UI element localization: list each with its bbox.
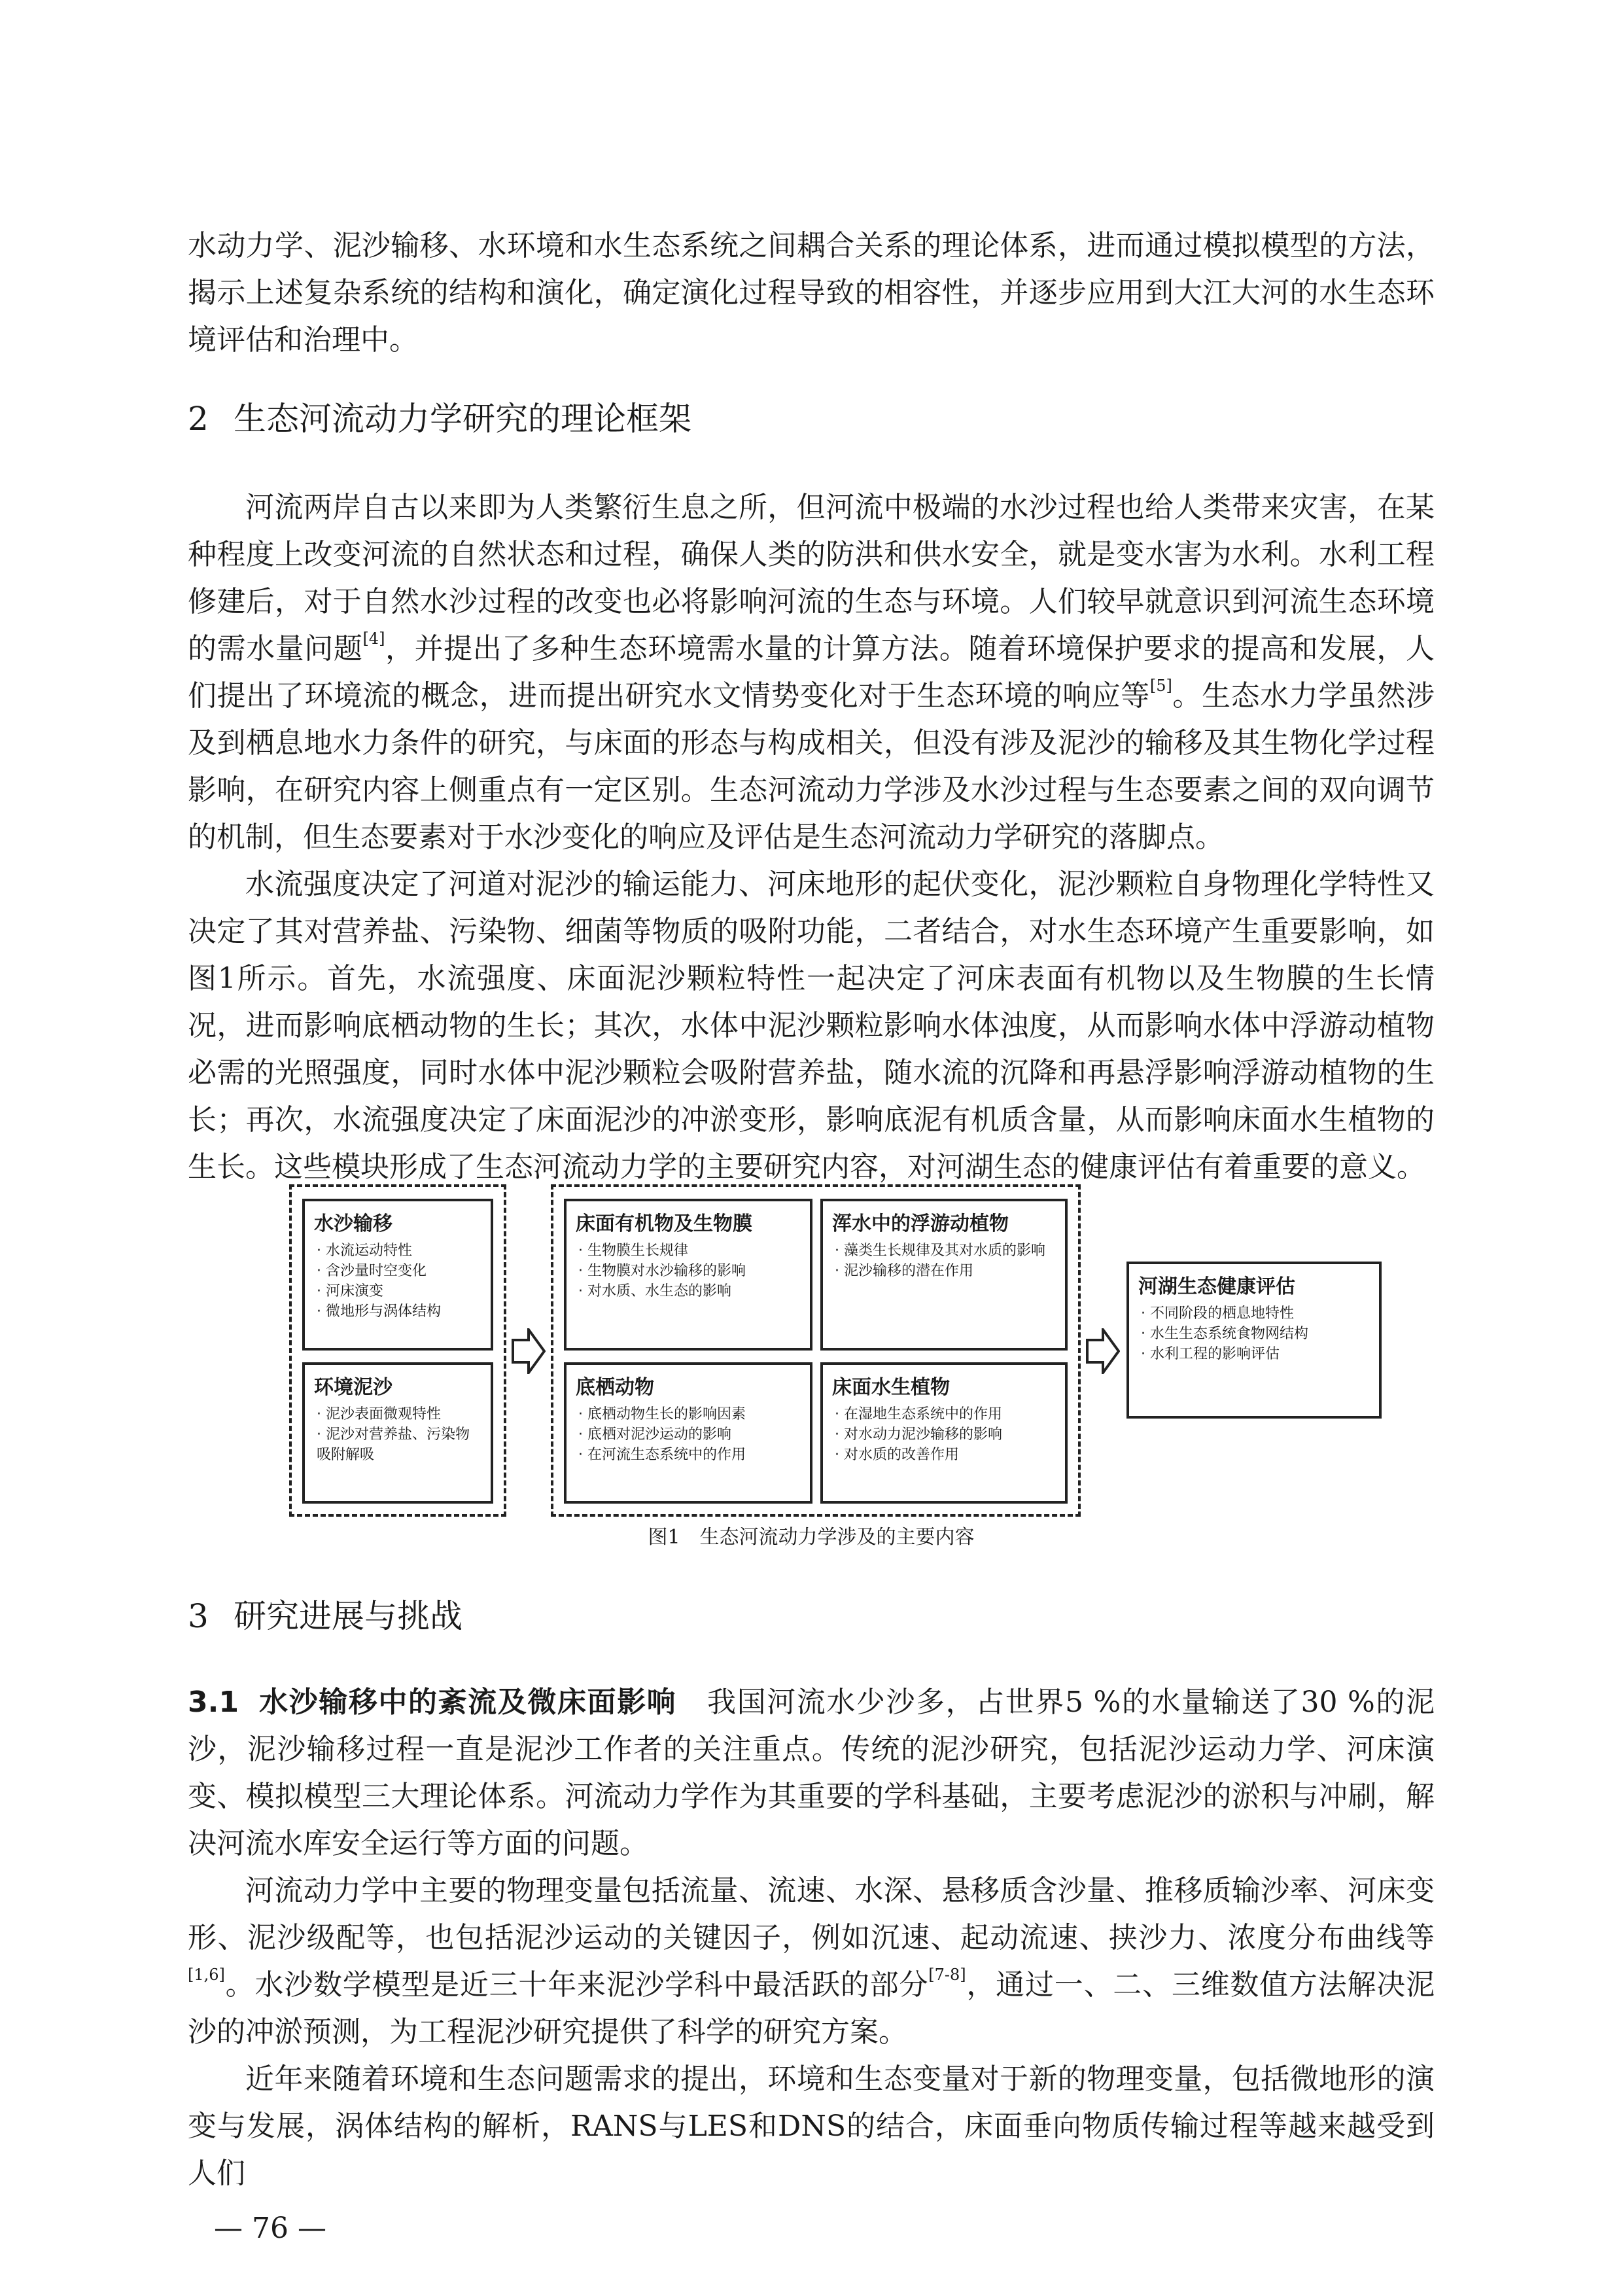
paragraph-intro: 水动力学、泥沙输移、水环境和水生态系统之间耦合关系的理论体系，进而通过模拟模型的方法，揭示上述复杂系统的结构和演化，确定演化过程导致的相容性，并逐步应用到大江大河的水生态环境评估和治理中。: [188, 229, 1435, 357]
text-run: 河流两岸自古以来即为人类繁衍生息之所，但河流中极端的水沙过程也给人类带来灾害，在某种程度上改变河流的自然状态和过程，确保人类的防洪和供水安全，就是变水害为水利。水利工程修建后，对于自然水沙过程的改变也必将影响河流的生态与环境。人们较早就意识到河流生态环境的需水量问题: [188, 491, 1435, 665]
box-title: 水沙输移: [314, 1212, 393, 1235]
arrow-right-icon: [512, 1328, 546, 1374]
section-number: 2: [188, 400, 209, 438]
box-title: 环境泥沙: [314, 1376, 393, 1399]
section-title: 生态河流动力学研究的理论框架: [234, 400, 691, 438]
section-3-heading: [188, 1593, 462, 1640]
box-item: · 对水质的改善作用: [835, 1445, 1056, 1465]
box-benthos: [564, 1362, 812, 1504]
text-run: 。生态水力学虽然涉及到栖息地水力条件的研究，与床面的形态与构成相关，但没有涉及泥沙的输移及其生物化学过程影响，在研究内容上侧重点有一定区别。生态河流动力学涉及水沙过程与生态要素之间的双向调节的机制，但生态要素对于水沙变化的响应及评估是生态河流动力学研究的落脚点。: [188, 679, 1435, 854]
box-item: · 水流运动特性: [317, 1241, 481, 1261]
paragraph-framework-1: [188, 484, 1435, 861]
box-item: · 不同阶段的栖息地特性: [1141, 1303, 1370, 1324]
text-run: ，并提出了多种生态环境需水量的计算方法。随着环境保护要求的提高和发展，人们提出了环境流的概念，进而提出研究水文情势变化对于生态环境的响应等: [188, 632, 1435, 713]
box-item: · 底栖动物生长的影响因素: [578, 1404, 801, 1424]
subsection-title: 水沙输移中的紊流及微床面影响: [259, 1686, 677, 1719]
box-item: · 底栖对泥沙运动的影响: [578, 1424, 801, 1445]
box-plankton: [820, 1199, 1068, 1351]
text-run: 河流动力学中主要的物理变量包括流量、流速、水深、悬移质含沙量、推移质输沙率、河床变形、泥沙级配等，也包括泥沙运动的关键因子，例如沉速、起动流速、挟沙力、浓度分布曲线等: [188, 1874, 1435, 1954]
box-health-assessment: [1126, 1262, 1382, 1419]
box-organic-biofilm: [564, 1199, 812, 1351]
section-title: 研究进展与挑战: [234, 1597, 462, 1635]
box-item: · 在湿地生态系统中的作用: [835, 1404, 1056, 1424]
box-item: · 河床演变: [317, 1281, 481, 1301]
box-item: · 藻类生长规律及其对水质的影响: [835, 1241, 1056, 1261]
citation: [1,6]: [188, 1966, 225, 1984]
citation: [5]: [1149, 677, 1172, 695]
box-item: · 微地形与涡体结构: [317, 1301, 481, 1322]
section-2-heading: [188, 395, 691, 442]
paragraph-3-1-b: [188, 1867, 1435, 2056]
box-item: · 水生生态系统食物网结构: [1141, 1324, 1370, 1344]
citation: [7-8]: [928, 1966, 966, 1984]
box-title: 底栖动物: [576, 1376, 654, 1399]
box-item: · 对水质、水生态的影响: [578, 1281, 801, 1301]
box-item: · 在河流生态系统中的作用: [578, 1445, 801, 1465]
subsection-number: 3.1: [188, 1686, 239, 1719]
paragraph-3-1-c: 近年来随着环境和生态问题需求的提出，环境和生态变量对于新的物理变量，包括微地形的演变与发展，涡体结构的解析，RANS与LES和DNS的结合，床面垂向物质传输过程等越来越受到人们: [188, 2062, 1435, 2190]
box-item: · 含沙量时空变化: [317, 1261, 481, 1281]
box-item: · 对水动力泥沙输移的影响: [835, 1424, 1056, 1445]
figure-1: [289, 1184, 1532, 1518]
box-title: 河湖生态健康评估: [1138, 1275, 1295, 1298]
text-run: ，通过一、二、三维数值方法解决泥沙的冲淤预测，为工程泥沙研究提供了科学的研究方案。: [188, 1968, 1435, 2049]
arrow-right-icon: [1086, 1328, 1120, 1374]
box-item: · 泥沙输移的潜在作用: [835, 1261, 1056, 1281]
box-title: 浑水中的浮游动植物: [832, 1212, 1009, 1235]
box-item: · 生物膜对水沙输移的影响: [578, 1261, 801, 1281]
section-number: 3: [188, 1597, 209, 1635]
box-environmental-sediment: [302, 1362, 493, 1504]
box-item: · 水利工程的影响评估: [1141, 1344, 1370, 1364]
figure-caption: 图1 生态河流动力学涉及的主要内容: [648, 1526, 975, 1549]
box-item: · 泥沙对营养盐、污染物吸附解吸: [317, 1424, 481, 1465]
paragraph-3-1: [188, 1679, 1435, 1867]
box-title: 床面水生植物: [832, 1376, 950, 1399]
box-aquatic-plants: [820, 1362, 1068, 1504]
page-number: — 76 —: [214, 2212, 326, 2245]
box-item: · 生物膜生长规律: [578, 1241, 801, 1261]
text-run: 。水沙数学模型是近三十年来泥沙学科中最活跃的部分: [224, 1968, 929, 2002]
paragraph-framework-2: 水流强度决定了河道对泥沙的输运能力、河床地形的起伏变化，泥沙颗粒自身物理化学特性又决定了其对营养盐、污染物、细菌等物质的吸附功能，二者结合，对水生态环境产生重要影响，如图1所示。首先，水流强度、床面泥沙颗粒特性一起决定了河床表面有机物以及生物膜的生长情况，进而影响底栖动物的生长；其次，水体中泥沙颗粒影响水体浊度，从而影响水体中浮游动植物必需的光照强度，同时水体中泥沙颗粒会吸附营养盐，随水流的沉降和再悬浮影响浮游动植物的生长；再次，水流强度决定了床面泥沙的冲淤变形，影响底泥有机质含量，从而影响床面水生植物的生长。这些模块形成了生态河流动力学的主要研究内容，对河湖生态的健康评估有着重要的意义。: [188, 868, 1435, 1184]
box-item: · 泥沙表面微观特性: [317, 1404, 481, 1424]
box-title: 床面有机物及生物膜: [576, 1212, 752, 1235]
text-run: 我国河流水少沙多，占世界5 %的水量输送了30 %的泥沙，泥沙输移过程一直是泥沙工作者的关注重点。传统的泥沙研究，包括泥沙运动力学、河床演变、模拟模型三大理论体系。河流动力学作为其重要的学科基础，主要考虑泥沙的淤积与冲刷，解决河流水库安全运行等方面的问题。: [188, 1686, 1435, 1860]
citation: [4]: [362, 629, 385, 648]
box-sediment-transport: [302, 1199, 493, 1351]
